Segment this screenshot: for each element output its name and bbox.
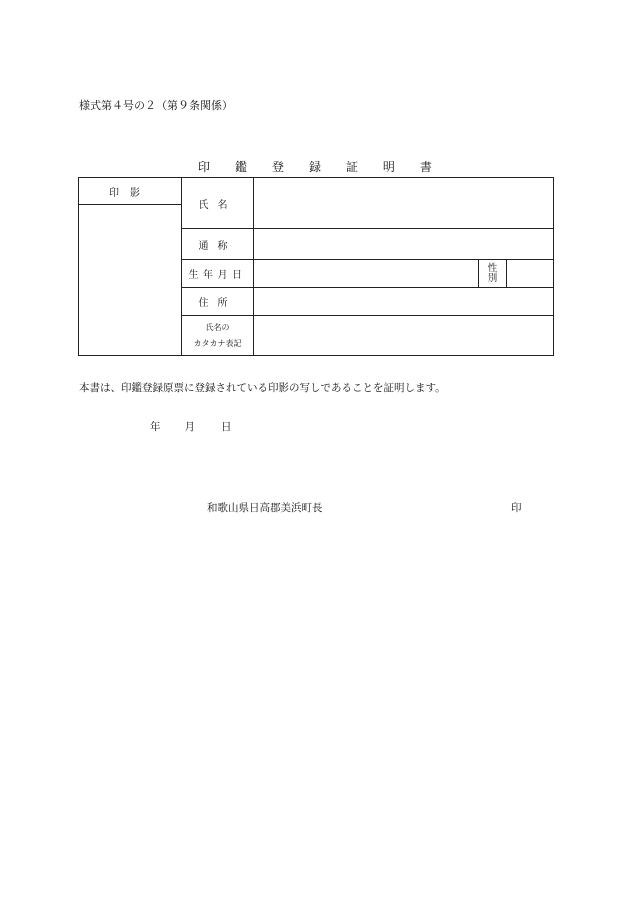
stamp-label: 印影 [79, 178, 182, 205]
sex-label [479, 260, 507, 288]
document-title [198, 158, 432, 175]
stamp-impression-area [79, 205, 182, 356]
certificate-table [78, 177, 554, 356]
address-label: 住所 [182, 288, 254, 316]
date-year: 年 [150, 421, 161, 433]
issue-date [150, 419, 232, 434]
katakana-label [182, 316, 254, 356]
certification-statement: 本書は、印鑑登録原票に登録されている印影の写しであることを証明します。 [79, 382, 446, 394]
sex-label-line2: 別 [487, 272, 498, 284]
title-char: 書 [419, 160, 432, 174]
title-char: 録 [308, 160, 321, 174]
seal-mark: 印 [511, 502, 522, 514]
address-value [254, 288, 554, 316]
name-label: 氏名 [182, 178, 254, 229]
date-month: 月 [184, 421, 195, 433]
title-char: 印 [198, 160, 211, 174]
sex-label-line1: 性 [487, 263, 498, 274]
katakana-value [254, 316, 554, 356]
sex-value [507, 260, 554, 288]
title-char: 明 [382, 160, 395, 174]
title-char: 証 [345, 160, 358, 174]
katakana-label-line2: カタカナ表記 [193, 338, 242, 348]
birthdate-value [254, 260, 479, 288]
date-day: 日 [221, 421, 232, 433]
title-char: 登 [271, 160, 284, 174]
birthdate-label: 生年月日 [182, 260, 254, 288]
katakana-label-line1: 氏名の [205, 323, 230, 333]
title-char: 鑑 [234, 160, 247, 174]
alias-value [254, 229, 554, 260]
form-number: 様式第４号の２（第９条関係） [79, 99, 233, 112]
name-value [254, 178, 554, 229]
alias-label: 通称 [182, 229, 254, 260]
issuer-name: 和歌山県日高郡美浜町長 [207, 502, 323, 514]
